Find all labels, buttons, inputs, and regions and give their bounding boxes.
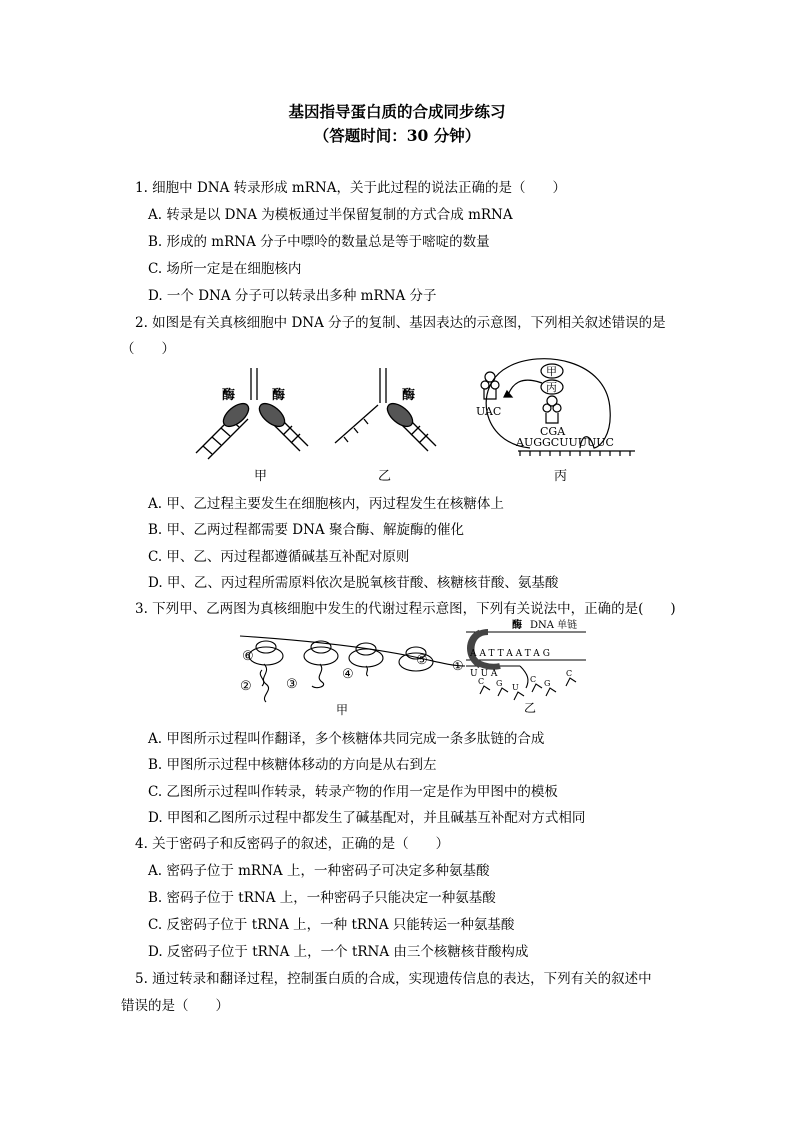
figure2-panel-label-jia: 甲	[254, 469, 268, 484]
question-1-option-a: A. 转录是以 DNA 为模板通过半保留复制的方式合成 mRNA	[148, 207, 513, 223]
figure3-free-base-4: C	[530, 675, 537, 684]
question-3-stem: 3. 下列甲、乙两图为真核细胞中发生的代谢过程示意图，下列有关说法中，正确的是( )	[135, 601, 676, 617]
question-2-option-d: D. 甲、乙、丙过程所需原料依次是脱氧核苷酸、核糖核苷酸、氨基酸	[148, 575, 559, 591]
title-main: 基因指导蛋白质的合成同步练习	[288, 102, 506, 121]
figure3-top-bases: AATTAATAG	[470, 649, 553, 659]
figure3-marker-6: ⑥	[242, 649, 254, 664]
figure3-marker-1: ①	[452, 659, 464, 674]
figure-translation-transcription	[230, 618, 600, 720]
question-4-option-b: B. 密码子位于 tRNA 上，一种密码子只能决定一种氨基酸	[148, 890, 496, 906]
question-1-option-d: D. 一个 DNA 分子可以转录出多种 mRNA 分子	[148, 288, 437, 304]
figure3-panel-label-yi: 乙	[524, 701, 537, 715]
figure3-enzyme-label: 酶	[512, 620, 522, 631]
question-3-option-d: D. 甲图和乙图所示过程中都发生了碱基配对，并且碱基互补配对方式相同	[148, 810, 586, 826]
question-3-option-a: A. 甲图所示过程叫作翻译，多个核糖体共同完成一条多肽链的合成	[148, 731, 545, 747]
question-4-stem: 4. 关于密码子和反密码子的叙述，正确的是（ ）	[135, 836, 450, 852]
figure3-panel-yi	[466, 632, 586, 700]
title-subtitle: （答题时间：30 分钟）	[313, 126, 481, 145]
question-5-stem-cont: 错误的是（ ）	[121, 998, 229, 1014]
figure3-free-base-3: U	[512, 683, 519, 692]
figure2-panel-yi	[335, 368, 436, 451]
figure3-marker-2: ②	[240, 679, 252, 694]
question-2-stem: 2. 如图是有关真核细胞中 DNA 分子的复制、基因表达的示意图，下列相关叙述错误的是	[135, 315, 666, 331]
figure3-free-base-5: G	[544, 679, 551, 688]
figure2-codon: CGA	[540, 425, 566, 438]
figure3-marker-4: ④	[342, 667, 354, 682]
question-5-stem: 5. 通过转录和翻译过程，控制蛋白质的合成，实现遗传信息的表达，下列有关的叙述中	[135, 971, 652, 987]
figure2-enzyme-label-yi: 酶	[402, 388, 416, 403]
question-4-option-a: A. 密码子位于 mRNA 上，一种密码子可决定多种氨基酸	[148, 863, 490, 879]
figure3-bottom-bases: UUA	[470, 669, 501, 679]
figure3-strand-label: DNA 单链	[530, 620, 578, 631]
question-2-option-b: B. 甲、乙两过程都需要 DNA 聚合酶、解旋酶的催化	[148, 522, 464, 538]
figure2-mrna-sequence: AUGGCUUUUUC	[516, 436, 614, 449]
figure2-panel-label-bing: 丙	[554, 469, 568, 484]
figure2-ribosome-label-jia: 甲	[546, 365, 557, 378]
question-2-option-a: A. 甲、乙过程主要发生在细胞核内，丙过程发生在核糖体上	[148, 496, 504, 512]
figure2-ribosome-label-bing: 丙	[546, 381, 557, 394]
question-1-stem: 1. 细胞中 DNA 转录形成 mRNA，关于此过程的说法正确的是（ ）	[135, 180, 566, 196]
question-3-option-c: C. 乙图所示过程叫作转录，转录产物的作用一定是作为甲图中的模板	[148, 784, 558, 800]
question-1-option-b: B. 形成的 mRNA 分子中嘌呤的数量总是等于嘧啶的数量	[148, 234, 490, 250]
figure2-panel-label-yi: 乙	[378, 469, 392, 484]
figure3-free-base-6: C	[566, 669, 573, 678]
question-3-option-b: B. 甲图所示过程中核糖体移动的方向是从右到左	[148, 757, 437, 773]
figure2-enzyme-label-right: 酶	[272, 388, 286, 403]
figure3-panel-label-jia: 甲	[336, 703, 349, 717]
question-4-option-d: D. 反密码子位于 tRNA 上，一个 tRNA 由三个核糖核苷酸构成	[148, 944, 529, 960]
figure3-marker-3: ③	[286, 677, 298, 692]
question-4-option-c: C. 反密码子位于 tRNA 上，一种 tRNA 只能转运一种氨基酸	[148, 917, 515, 933]
document-title	[0, 100, 794, 148]
question-1-option-c: C. 场所一定是在细胞核内	[148, 261, 302, 277]
figure2-enzyme-label-left: 酶	[222, 388, 236, 403]
figure3-free-base-1: C	[478, 677, 485, 686]
figure3-marker-5: ⑤	[416, 653, 428, 668]
question-2-option-c: C. 甲、乙、丙过程都遵循碱基互补配对原则	[148, 549, 410, 565]
figure2-panel-jia	[196, 368, 308, 459]
question-2-stem-cont: （ ）	[121, 341, 175, 357]
figure3-free-base-2: G	[496, 679, 503, 688]
figure-dna-replication-expression	[190, 355, 635, 485]
figure2-trna-anticodon: UAC	[476, 405, 502, 418]
